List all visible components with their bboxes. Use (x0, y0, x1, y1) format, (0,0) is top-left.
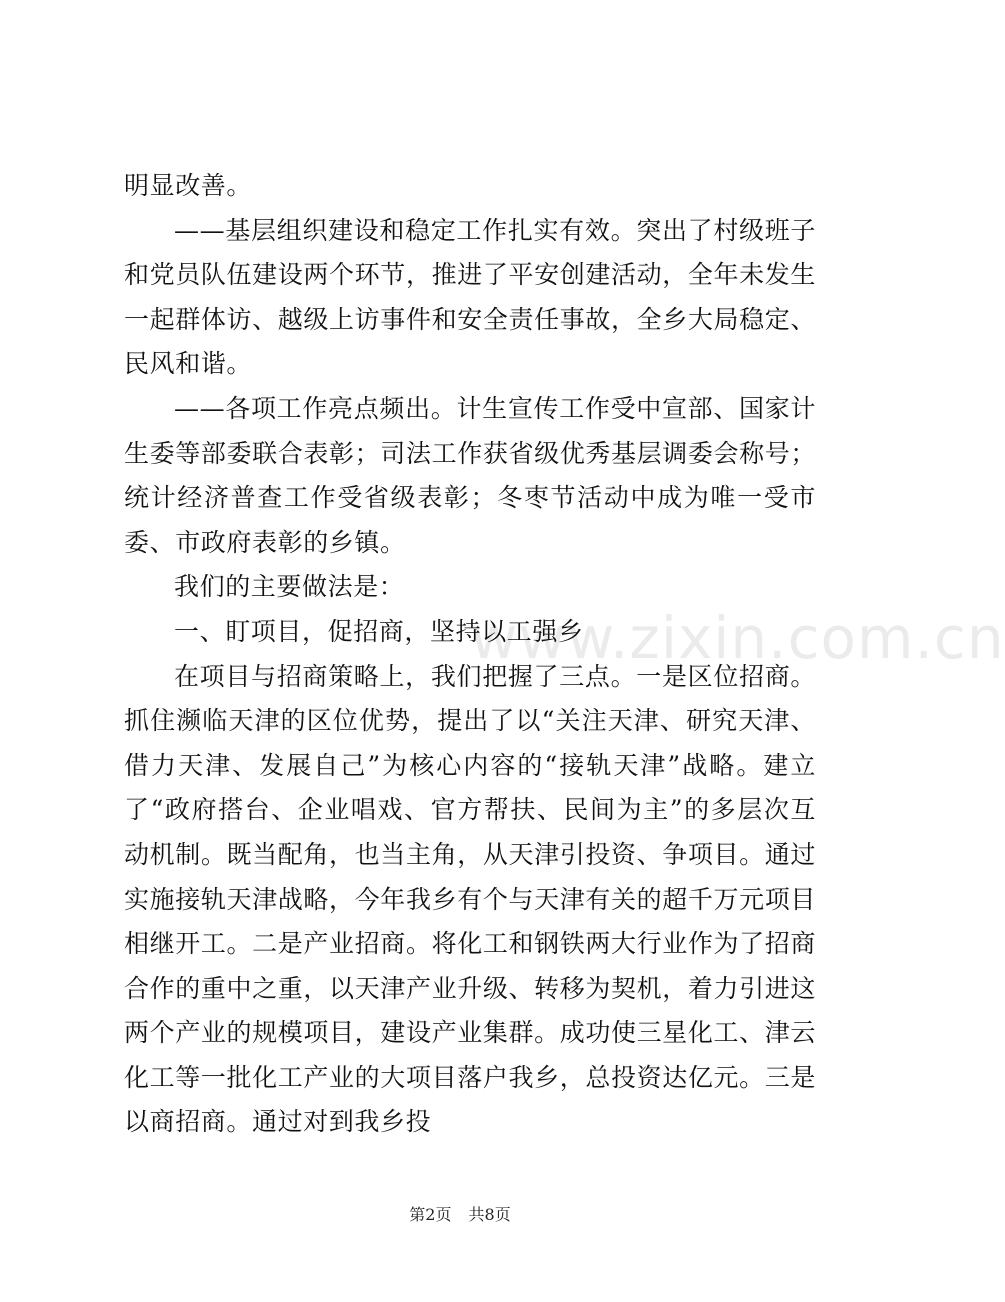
paragraph-6: 在项目与招商策略上，我们把握了三点。一是区位招商。抓住濒临天津的区位优势，提出了以“关注天津、研究天津、借力天津、发展自己”为核心内容的“接轨天津”战略。建立了“政府搭台、企业唱戏、官方帮扶、民间为主”的多层次互动机制。既当配角，也当主角，从天津引投资、争项目。通过实施接轨天津战略，今年我乡有个与天津有关的超千万元项目相继开工。二是产业招商。将化工和钢铁两大行业作为了招商合作的重中之重，以天津产业升级、转移为契机，着力引进这两个产业的规模项目，建设产业集群。成功使三星化工、津云化工等一批化工产业的大项目落户我乡，总投资达亿元。三是以商招商。通过对到我乡投 (124, 661, 816, 1137)
paragraph-3: ——各项工作亮点频出。计生宣传工作受中宣部、国家计生委等部委联合表彰；司法工作获省级优秀基层调委会称号；统计经济普查工作受省级表彰；冬枣节活动中成为唯一受市委、市政府表彰的乡镇。 (124, 393, 816, 557)
page-number-current: 第2页 (409, 1205, 452, 1224)
page-footer (0, 1202, 920, 1225)
paragraph-1: 明显改善。 (124, 171, 253, 200)
page-number-total: 共8页 (468, 1205, 511, 1224)
section-heading: 一、盯项目，促招商，坚持以工强乡 (174, 616, 584, 646)
document-body (124, 164, 816, 1145)
watermark: www.zixin.com.cn (470, 604, 1005, 672)
paragraph-2: ——基层组织建设和稳定工作扎实有效。突出了村级班子和党员队伍建设两个环节，推进了平安创建活动，全年未发生一起群体访、越级上访事件和安全责任事故，全乡大局稳定、民风和谐。 (124, 215, 816, 379)
paragraph-4: 我们的主要做法是： (174, 572, 405, 602)
